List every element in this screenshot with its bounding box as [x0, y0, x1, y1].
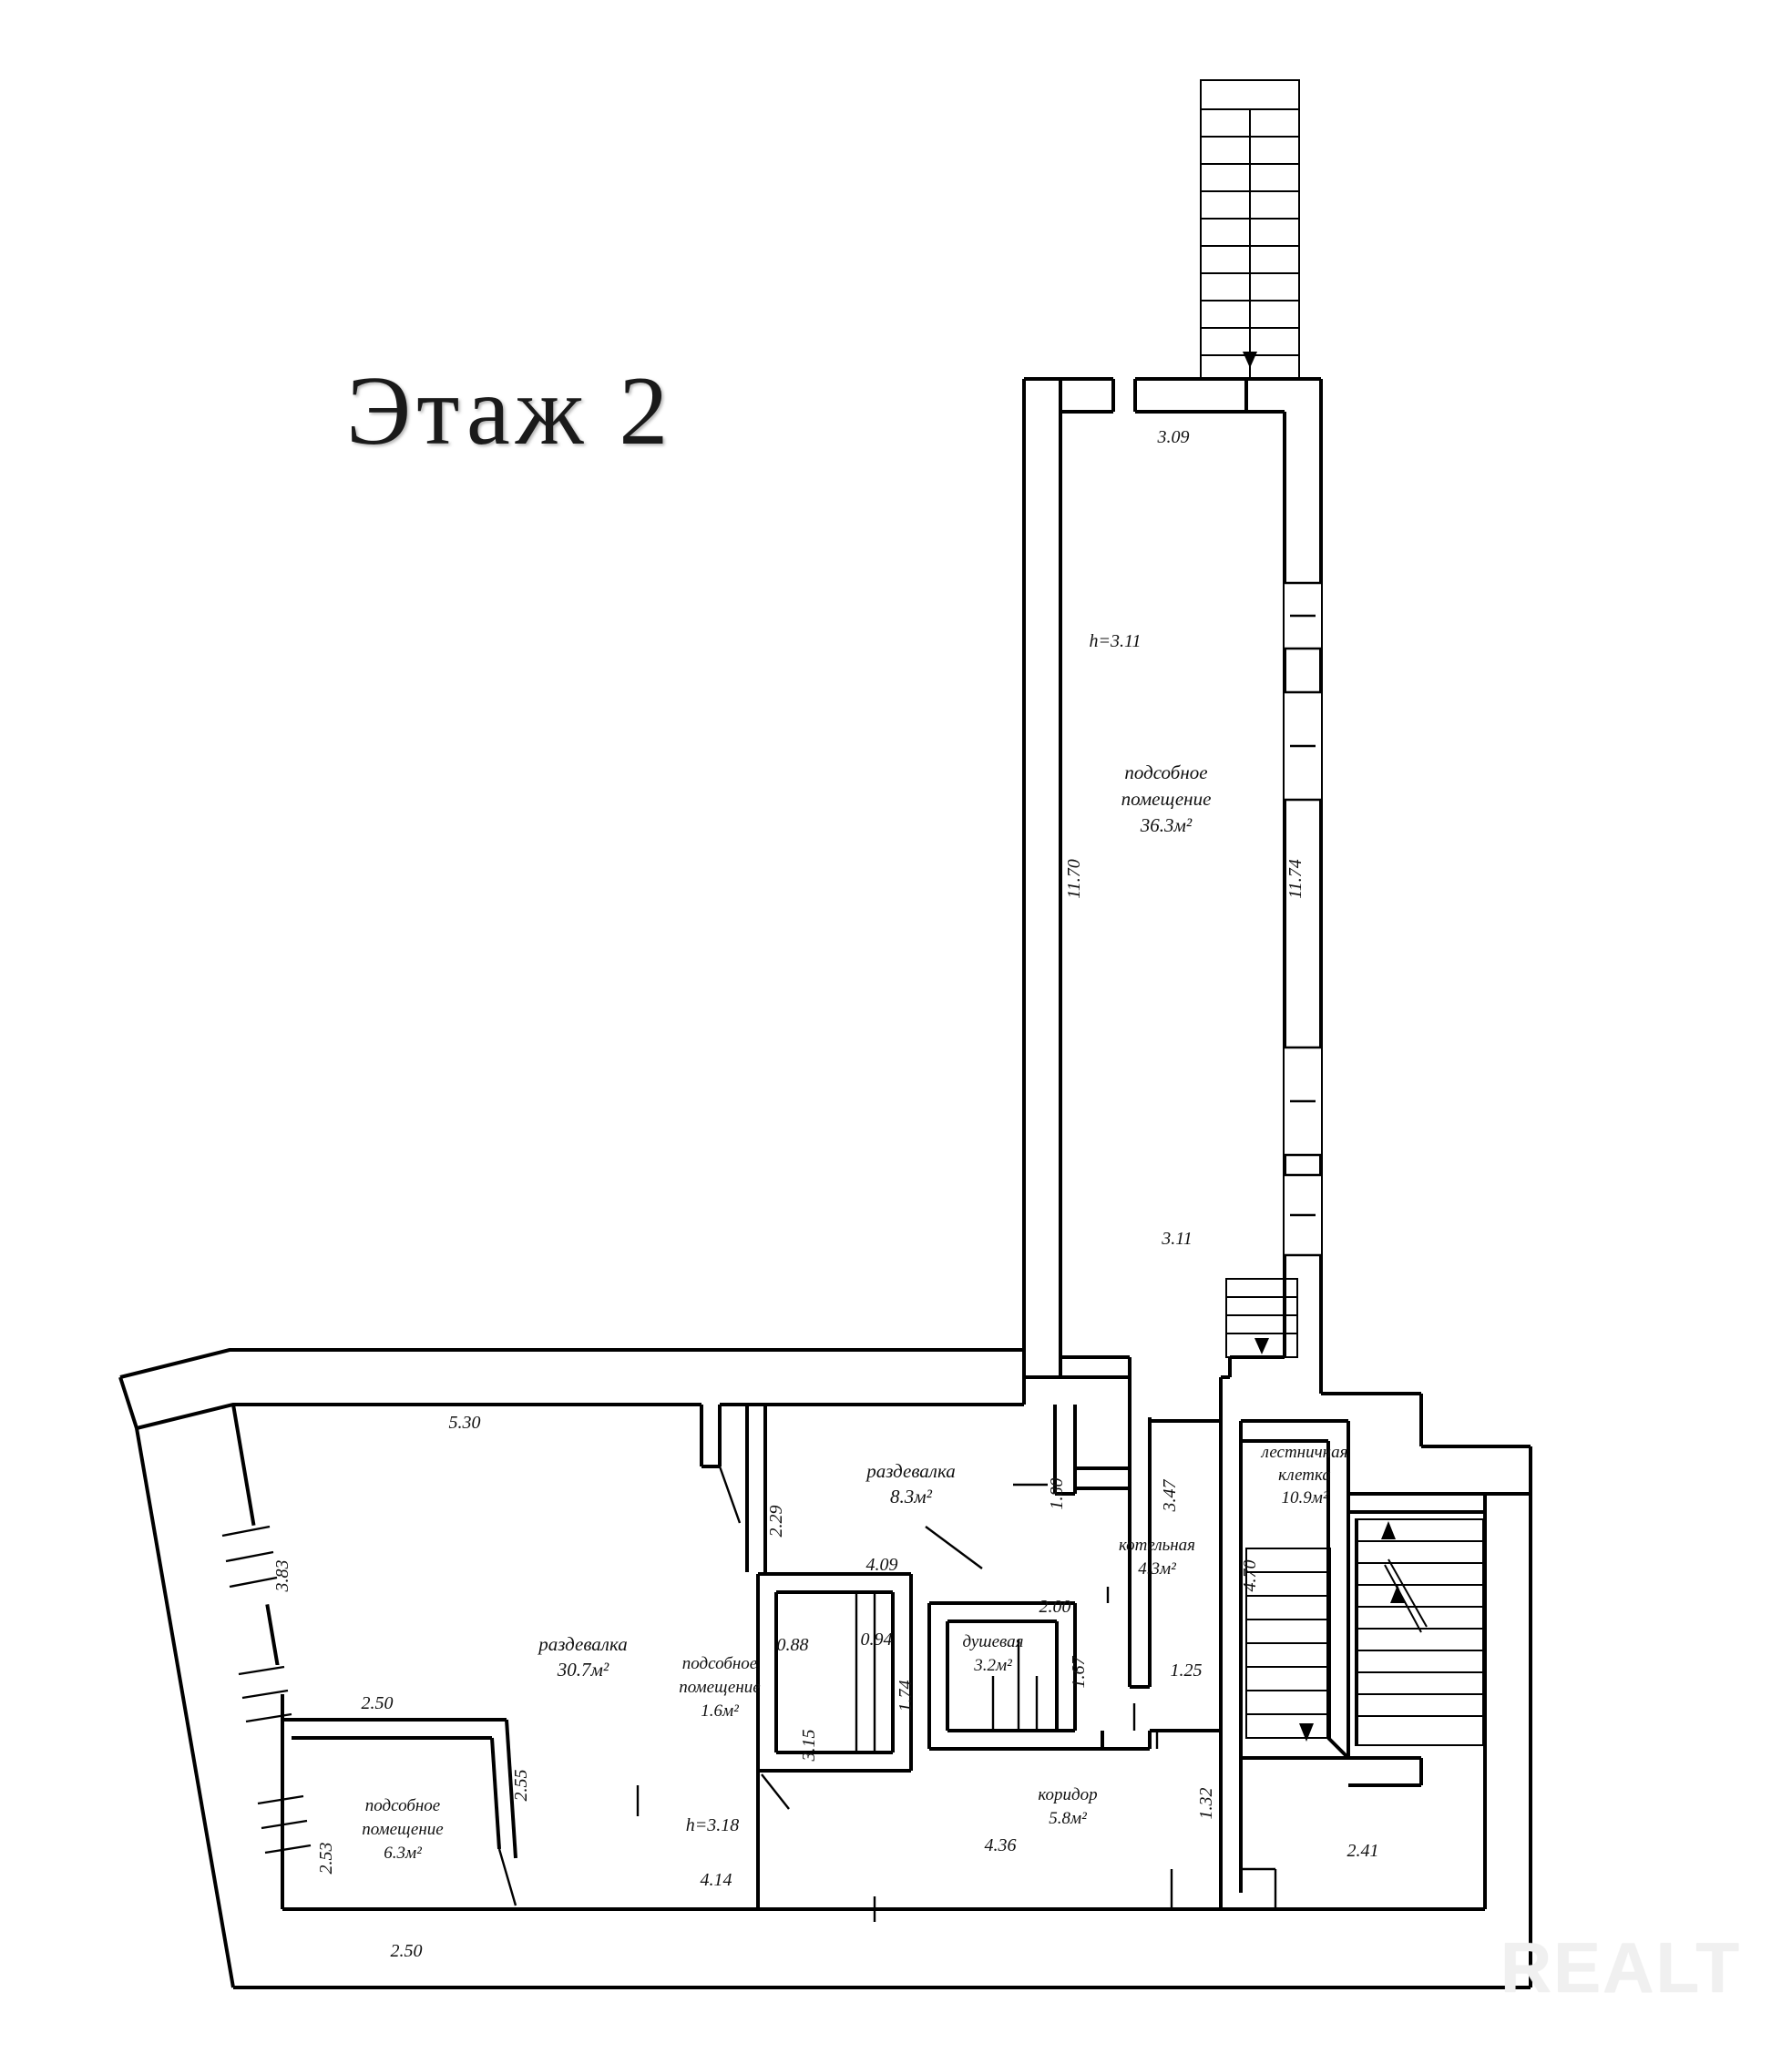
utility-small-name1: подсобное — [681, 1654, 758, 1673]
dim-3-83: 3.83 — [272, 1559, 292, 1592]
dim-11-74: 11.74 — [1285, 859, 1306, 899]
watermark-text: REALT — [1500, 1927, 1741, 2008]
utility-bl-area: 6.3м² — [384, 1844, 422, 1863]
utility-small-name2: помещение — [679, 1678, 761, 1697]
dim-5-30: 5.30 — [448, 1413, 481, 1433]
utility-bl-name2: помещение — [362, 1820, 444, 1839]
dim-2-53: 2.53 — [316, 1842, 336, 1875]
page-title: Этаж 2 — [346, 357, 674, 465]
room-label-utility-top — [1089, 631, 1211, 836]
boiler-name: котельная — [1118, 1536, 1196, 1555]
dim-4-70: 4.70 — [1240, 1559, 1260, 1592]
room-label-stairwell — [1261, 1443, 1348, 1507]
utility-small-area: 1.6м² — [701, 1701, 739, 1721]
room-label-corridor — [1038, 1785, 1097, 1828]
dim-2-41: 2.41 — [1347, 1841, 1379, 1861]
dim-2-50-lower: 2.50 — [390, 1941, 423, 1961]
lower-wing-dimensions — [272, 1413, 1379, 1961]
dim-0-94: 0.94 — [860, 1630, 893, 1650]
dim-4-09: 4.09 — [865, 1555, 898, 1575]
dim-3-09: 3.09 — [1157, 427, 1190, 447]
dim-11-70: 11.70 — [1064, 859, 1084, 899]
utility-bl-name1: подсобное — [364, 1796, 441, 1815]
dim-1-74: 1.74 — [896, 1680, 916, 1712]
changing-large-area: 30.7м² — [557, 1659, 609, 1681]
room-name-line1: подсобное — [1124, 761, 1208, 783]
stairs-middle — [1226, 1279, 1297, 1357]
dim-4-14: 4.14 — [700, 1870, 732, 1890]
changing-small-name: раздевалка — [866, 1460, 956, 1482]
watermark — [1500, 1926, 1741, 2009]
stairwell-name-line1: лестничная — [1261, 1443, 1348, 1462]
dim-3-11: 3.11 — [1162, 1229, 1193, 1249]
dim-1-67: 1.67 — [1069, 1656, 1089, 1689]
dim-3-15: 3.15 — [799, 1729, 819, 1762]
boiler-area: 4.3м² — [1138, 1559, 1176, 1579]
dim-1-25: 1.25 — [1170, 1660, 1203, 1681]
dim-2-55: 2.55 — [511, 1769, 531, 1802]
stairwell-area: 10.9м² — [1281, 1488, 1328, 1507]
dim-2-00: 2.00 — [1039, 1597, 1071, 1617]
room-area: 36.3м² — [1140, 814, 1193, 836]
door-openings — [638, 1485, 1157, 1816]
top-wing-dimensions — [1064, 427, 1306, 1249]
room-name-line2: помещение — [1121, 788, 1212, 810]
dim-2-50-upper: 2.50 — [361, 1693, 394, 1713]
stairwell-name-line2: клетка — [1278, 1466, 1331, 1485]
corridor-area: 5.8м² — [1049, 1809, 1087, 1828]
changing-large-name: раздевалка — [538, 1633, 628, 1655]
top-wing-walls — [1024, 379, 1421, 1421]
dim-1-80: 1.80 — [1047, 1477, 1067, 1510]
room-label-changing-small — [865, 1460, 956, 1507]
stairs-top — [1201, 80, 1299, 379]
dim-1-32: 1.32 — [1196, 1787, 1216, 1820]
dim-4-36: 4.36 — [984, 1835, 1017, 1855]
shower-area: 3.2м² — [974, 1656, 1012, 1675]
dim-3-47: 3.47 — [1160, 1479, 1180, 1512]
room-label-shower — [962, 1632, 1023, 1675]
height-label-lower: h=3.18 — [685, 1815, 740, 1835]
dim-0-88: 0.88 — [776, 1635, 809, 1655]
room-label-utility-bottom-left — [362, 1796, 443, 1863]
changing-small-area: 8.3м² — [890, 1486, 932, 1507]
height-label-top: h=3.11 — [1089, 631, 1142, 651]
shower-name: душевая — [962, 1632, 1024, 1651]
corridor-name: коридор — [1038, 1785, 1098, 1804]
room-label-utility-small — [679, 1654, 760, 1721]
dim-2-29: 2.29 — [766, 1505, 786, 1538]
